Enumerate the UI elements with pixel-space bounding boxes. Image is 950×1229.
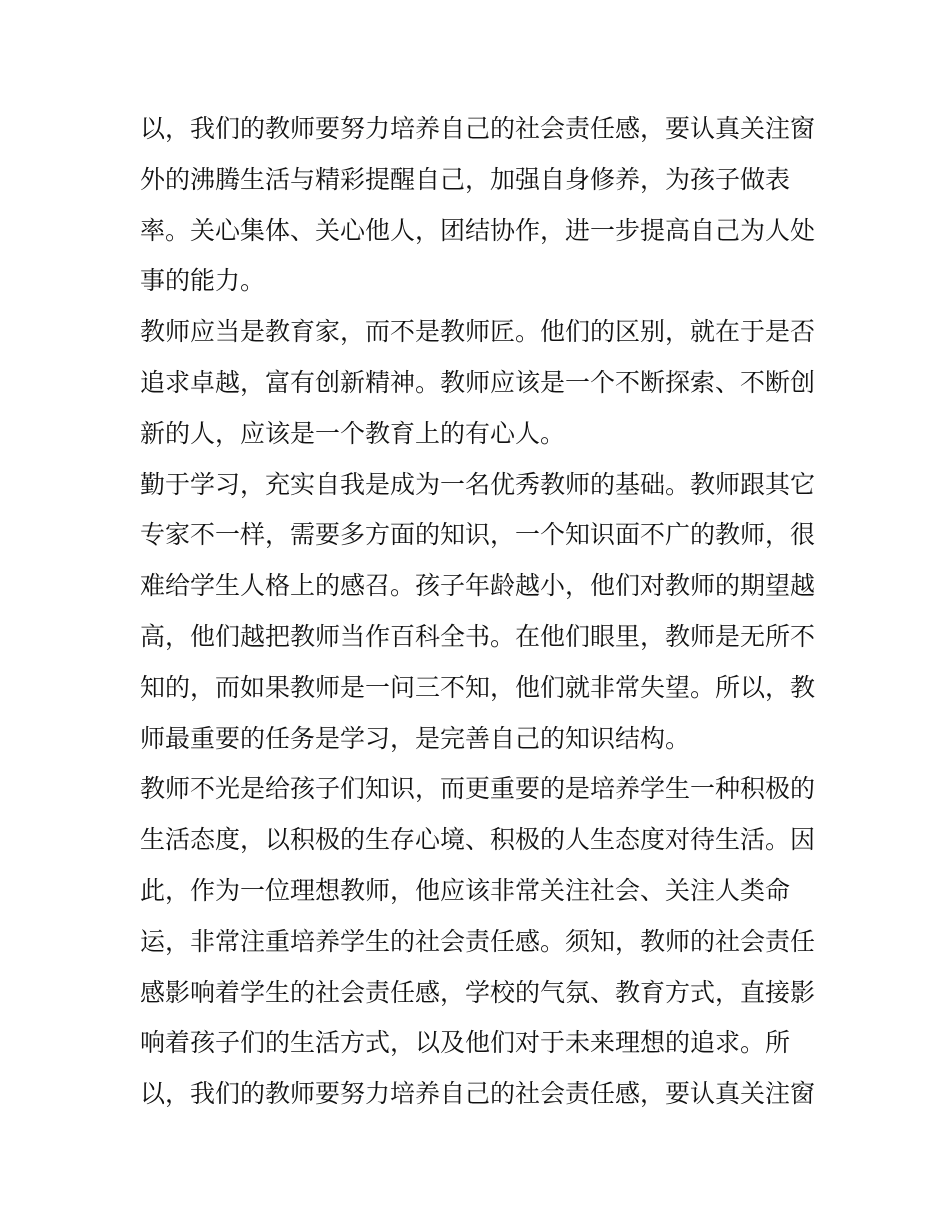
text-line: 事的能力。 — [140, 266, 266, 296]
text-line: 教师应当是教育家，而不是教师匠。他们的区别，就在于是否 — [140, 317, 816, 347]
document-body — [140, 104, 820, 1120]
text-line: 追求卓越，富有创新精神。教师应该是一个不断探索、不断创 — [140, 367, 816, 397]
text-line: 感影响着学生的社会责任感，学校的气氛、教育方式，直接影 — [140, 977, 816, 1007]
text-line: 响着孩子们的生活方式，以及他们对于未来理想的追求。所 — [140, 1028, 791, 1058]
text-line: 知的，而如果教师是一问三不知，他们就非常失望。所以，教 — [140, 672, 816, 702]
text-line: 教师不光是给孩子们知识，而更重要的是培养学生一种积极的 — [140, 774, 816, 804]
text-line: 难给学生人格上的感召。孩子年龄越小，他们对教师的期望越 — [140, 571, 816, 601]
text-line: 以，我们的教师要努力培养自己的社会责任感，要认真关注窗 — [140, 1079, 816, 1109]
text-line: 生活态度，以积极的生存心境、积极的人生态度对待生活。因 — [140, 825, 816, 855]
text-line: 率。关心集体、关心他人，团结协作，进一步提高自己为人处 — [140, 215, 816, 245]
text-line: 高，他们越把教师当作百科全书。在他们眼里，教师是无所不 — [140, 621, 816, 651]
text-line: 专家不一样，需要多方面的知识，一个知识面不广的教师，很 — [140, 520, 816, 550]
text-line: 勤于学习，充实自我是成为一名优秀教师的基础。教师跟其它 — [140, 469, 816, 499]
text-line: 运，非常注重培养学生的社会责任感。须知，教师的社会责任 — [140, 926, 816, 956]
text-line: 新的人，应该是一个教育上的有心人。 — [140, 418, 566, 448]
text-line: 以，我们的教师要努力培养自己的社会责任感，要认真关注窗 — [140, 114, 816, 143]
text-line: 此，作为一位理想教师，他应该非常关注社会、关注人类命 — [140, 875, 791, 905]
text-line: 师最重要的任务是学习，是完善自己的知识结构。 — [140, 723, 691, 753]
text-line: 外的沸腾生活与精彩提醒自己，加强自身修养，为孩子做表 — [140, 164, 791, 194]
